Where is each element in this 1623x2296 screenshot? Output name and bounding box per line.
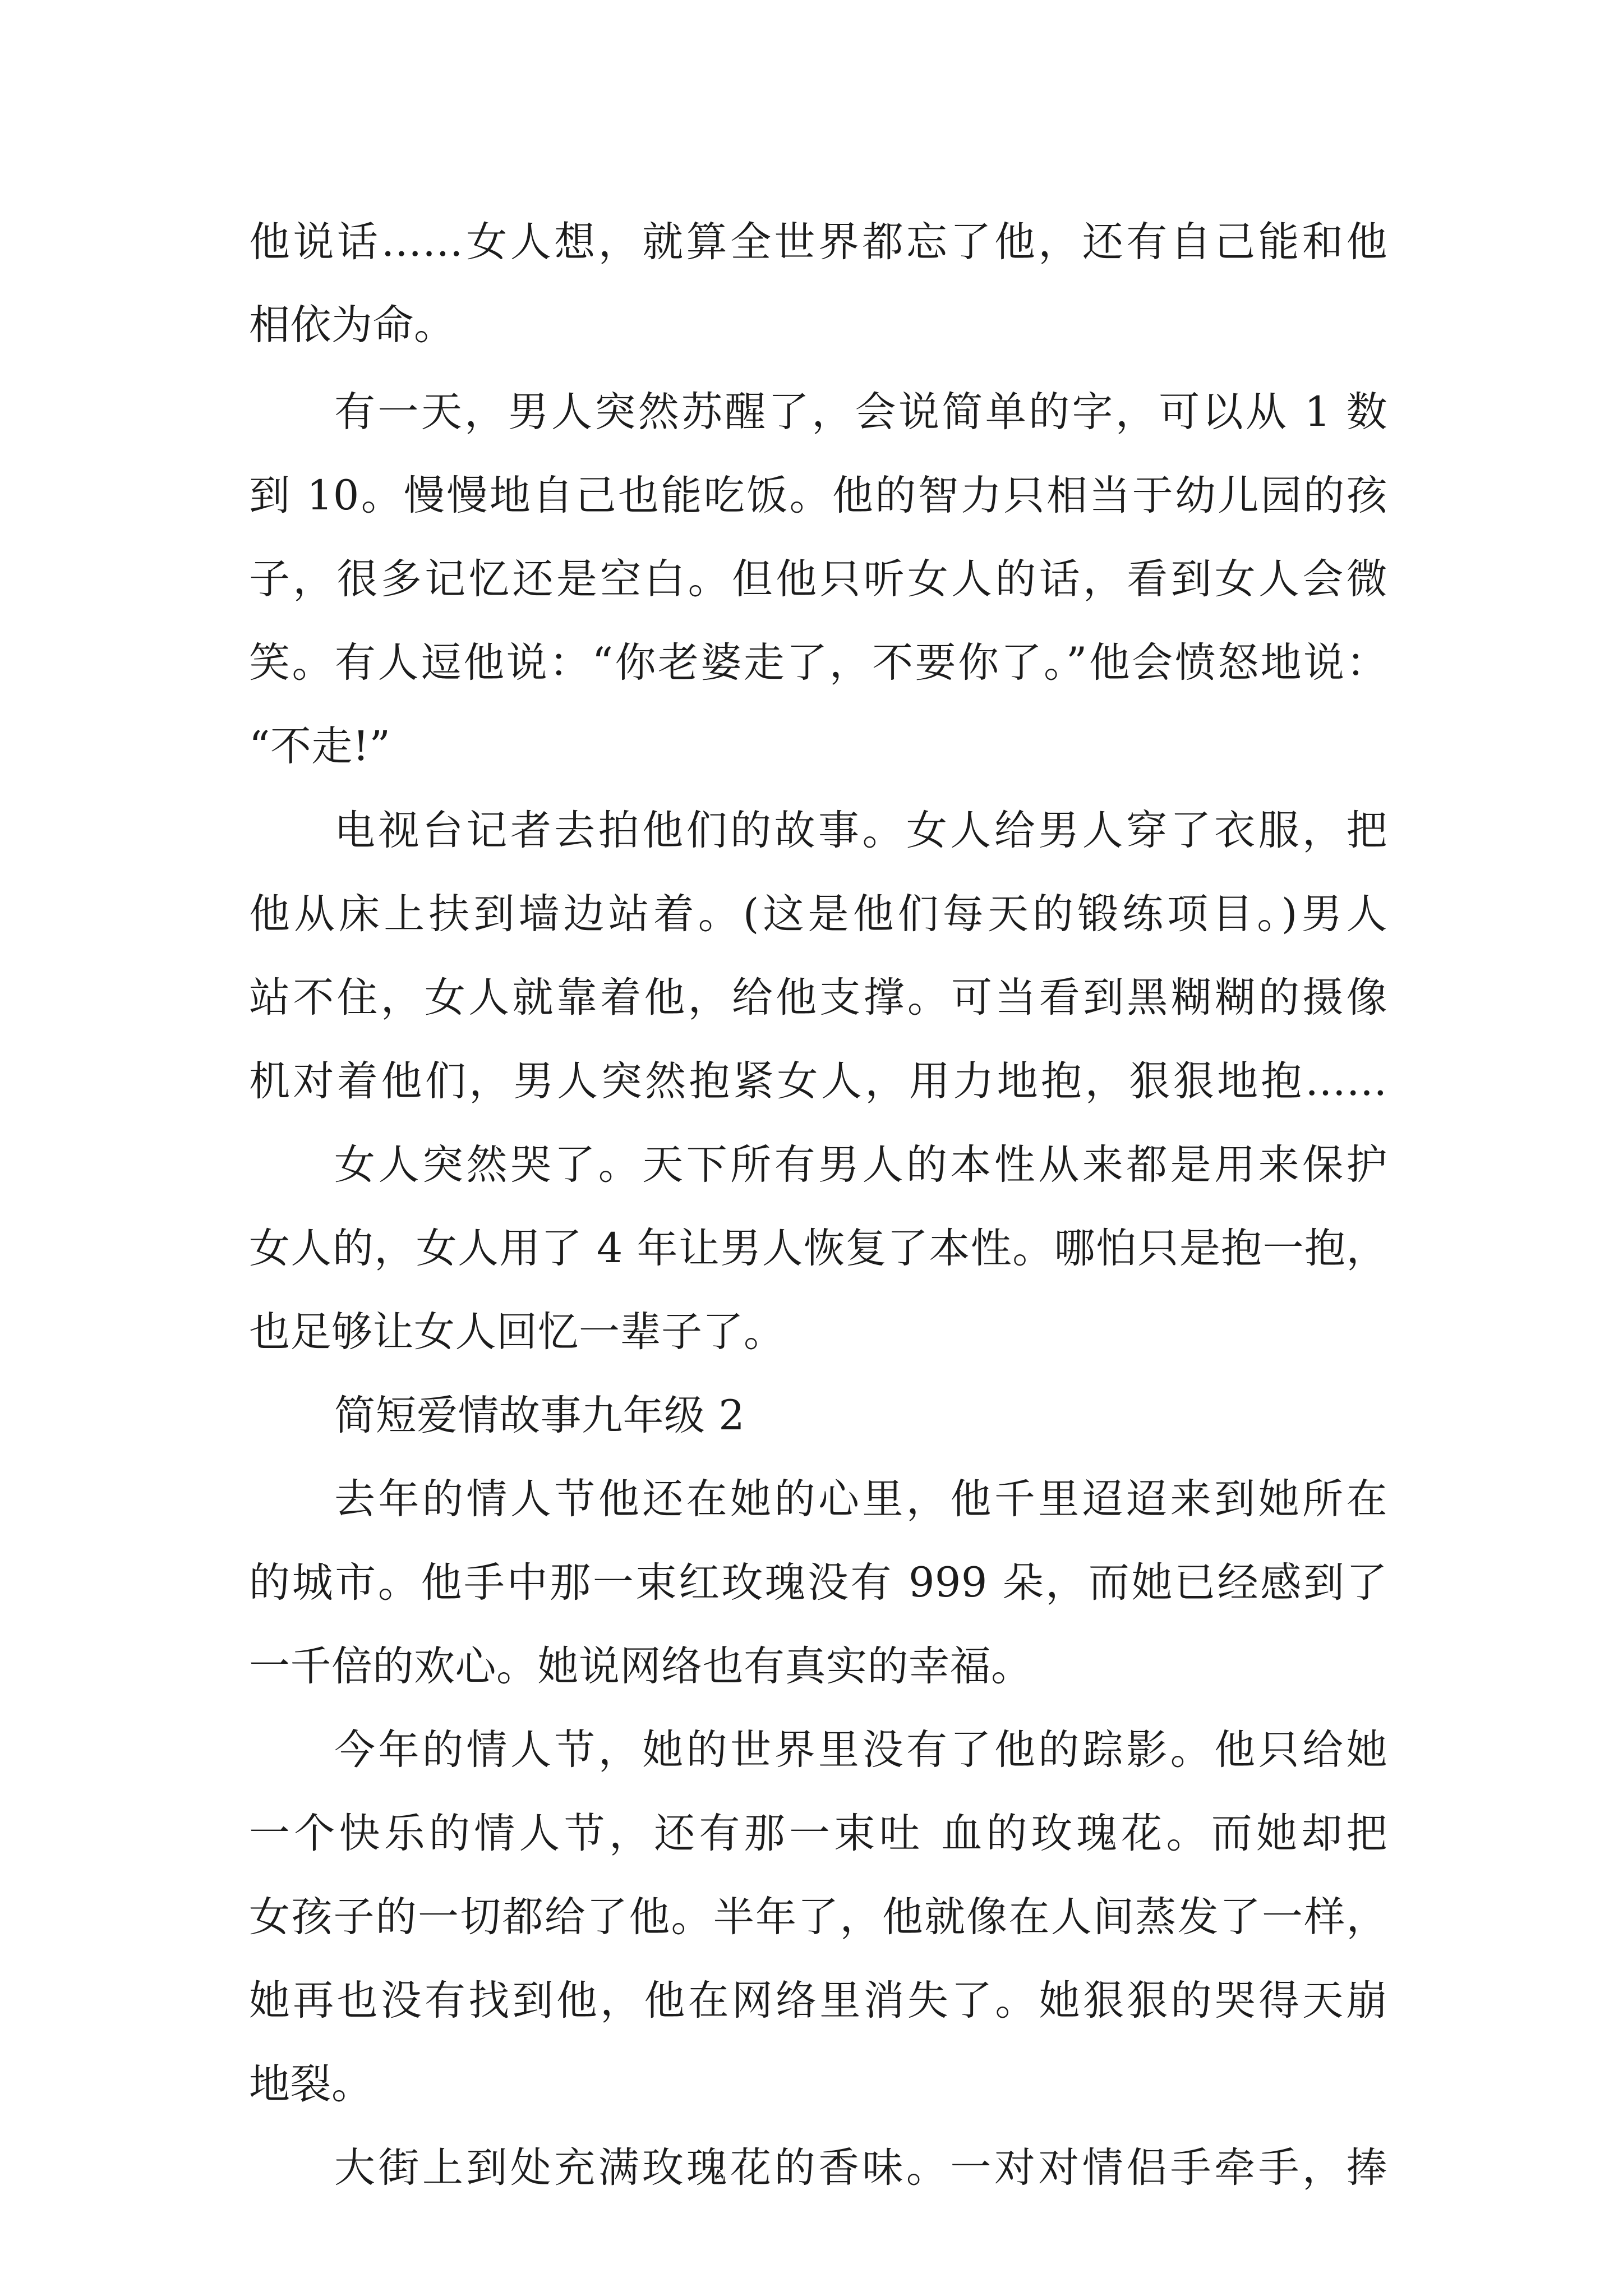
section-heading: 简短爱情故事九年级 2 xyxy=(334,1392,745,1439)
text-line: 一个快乐的情人节，还有那一束吐 血的玫瑰花。而她却把 xyxy=(249,1810,1387,1857)
text-line: 子，很多记忆还是空白。但他只听女人的话，看到女人会微 xyxy=(249,555,1387,603)
text-line: 地裂。 xyxy=(249,2060,373,2108)
text-line: 女人的，女人用了 4 年让男人恢复了本性。哪怕只是抱一抱， xyxy=(249,1225,1387,1272)
text-line: 也足够让女人回忆一辈子了。 xyxy=(249,1308,785,1356)
text-line: 一千倍的欢心。她说网络也有真实的幸福。 xyxy=(249,1642,1032,1690)
text-line: 的城市。他手中那一束红玫瑰没有 999 朵，而她已经感到了 xyxy=(249,1559,1387,1607)
text-line: 有一天，男人突然苏醒了，会说简单的字，可以从 1 数 xyxy=(334,388,1387,436)
text-line: 到 10。慢慢地自己也能吃饭。他的智力只相当于幼儿园的孩 xyxy=(249,472,1387,519)
text-line: 她再也没有找到他，他在网络里消失了。她狠狠的哭得天崩 xyxy=(249,1977,1387,2024)
text-line: 女人突然哭了。天下所有男人的本性从来都是用来保护 xyxy=(334,1141,1387,1189)
text-line: 女孩子的一切都给了他。半年了，他就像在人间蒸发了一样， xyxy=(249,1893,1387,1941)
text-line: 站不住，女人就靠着他，给他支撑。可当看到黑糊糊的摄像 xyxy=(249,974,1387,1022)
text-line: 相依为命。 xyxy=(249,301,455,349)
text-line: 大街上到处充满玫瑰花的香味。一对对情侣手牵手，捧 xyxy=(334,2144,1387,2192)
text-line: 电视台记者去拍他们的故事。女人给男人穿了衣服，把 xyxy=(334,807,1387,854)
text-line: “不走!” xyxy=(249,723,391,770)
text-line: 他从床上扶到墙边站着。(这是他们每天的锻练项目。)男人 xyxy=(249,890,1387,938)
text-line: 机对着他们，男人突然抱紧女人，用力地抱，狠狠地抱…… xyxy=(249,1057,1387,1105)
text-line: 笑。有人逗他说：“你老婆走了，不要你了。”他会愤怒地说： xyxy=(249,639,1387,687)
text-line: 今年的情人节，她的世界里没有了他的踪影。他只给她 xyxy=(334,1726,1387,1774)
text-line: 他说话……女人想，就算全世界都忘了他，还有自己能和他 xyxy=(249,218,1387,266)
text-line: 去年的情人节他还在她的心里，他千里迢迢来到她所在 xyxy=(334,1475,1387,1523)
